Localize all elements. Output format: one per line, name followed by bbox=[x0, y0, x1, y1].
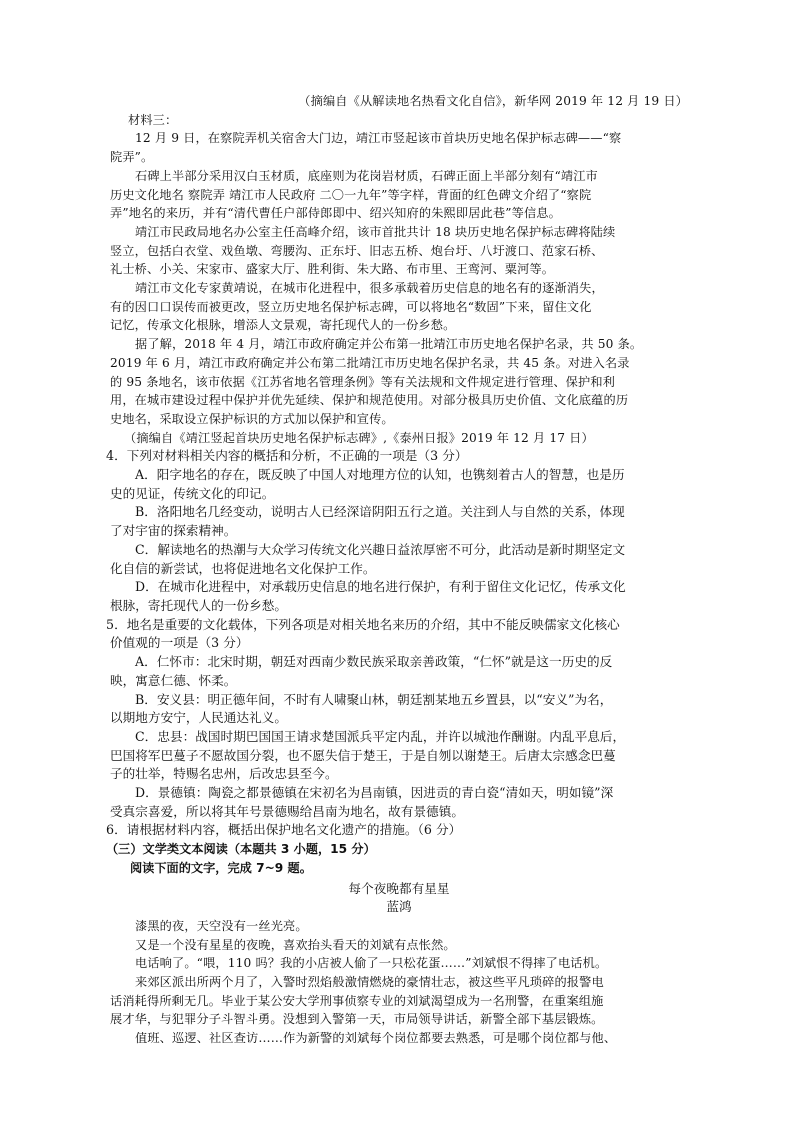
material3-paragraph-1: 12 月 9 日，在察院弄机关宿舍大门边，靖江市竖起该市首块历史地名保护标志碑——“察 院弄”。 bbox=[110, 131, 622, 165]
story-line: 又是一个没有星星的夜晚，喜欢抬头看天的刘斌有点怅然。 bbox=[135, 937, 456, 952]
story-line: 漆黑的夜，天空没有一丝光亮。 bbox=[135, 918, 308, 933]
material3-paragraph-5: 据了解，2018 年 4 月，靖江市政府确定并公布第一批靖江市历史地名保护名录，共 50 条。 2019 年 6 月，靖江市政府确定并公布第二批靖江市历史地名保护名录，共 45 条。对进入名录 的 95 条地名，该市依据《江苏省地名管理条例》等有关法规和文件规定进行管理、保护和利 用，在城市建设过程中保护并优先延续、保护和规范使用。对部分极具历史价值、文化底蕴的历 史地名，采取设立保护标识的方式加以保护和宣传。 bbox=[110, 337, 643, 426]
story-line: 展才华，与犯罪分子斗智斗勇。没想到入警第一天，市局领导讲话，新警全部下基层锻炼。 bbox=[110, 1012, 604, 1027]
exam-page bbox=[106, 92, 688, 1048]
source-citation-1: （摘编自《从解读地名热看文化自信》，新华网 2019 年 12 月 19 日） bbox=[298, 94, 688, 108]
material3-paragraph-2: 石碑上半部分采用汉白玉材质，底座则为花岗岩材质，石碑正面上半部分刻有“靖江市 历史文化地名 察院弄 靖江市人民政府 二〇一九年”等字样，背面的红色碑文介绍了“察院 弄”地名的来历，并有“清代曹任户部侍郎即中、绍兴知府的朱熙即居此巷”等信息。 bbox=[110, 168, 598, 221]
question-4-option-c: C．解读地名的热潮与大众学习传统文化兴趣日益浓厚密不可分，此活动是新时期坚定文 化自信的新尝试，也将促进地名文化保护工作。 bbox=[110, 541, 626, 576]
question-4-stem: 4．下列对材料相关内容的概括和分析，不正确的一项是（3 分） bbox=[106, 448, 468, 464]
question-5-option-a: A．仁怀市：北宋时期，朝廷对西南少数民族采取亲善政策，“仁怀”就是这一历史的反 映，寓意仁德、怀柔。 bbox=[110, 654, 613, 688]
story-line: 话消耗得所剩无几。毕业于某公安大学刑事侦察专业的刘斌渴望成为一名刑警，在重案组施 bbox=[110, 993, 604, 1008]
question-5-option-c: C．忠县：战国时期巴国国王请求楚国派兵平定内乱，并许以城池作酬谢。内乱平息后， 巴国将军巴蔓子不愿故国分裂，也不愿失信于楚王，于是自刎以谢楚王。后唐太宗感念巴蔓 子的壮举，特赐名忠州，后改忠县至今。 bbox=[110, 728, 626, 782]
question-4-option-a: A．阳字地名的存在，既反映了中国人对地理方位的认知，也镌刻着古人的智慧，也是历 史的见证，传统文化的印记。 bbox=[110, 467, 625, 501]
question-4-option-d: D．在城市化进程中，对承载历史信息的地名进行保护，有利于留住文化记忆，传承文化 根脉，寄托现代人的一份乡愁。 bbox=[110, 579, 626, 613]
question-4 bbox=[106, 447, 688, 615]
material3-paragraph-4: 靖江市文化专家黄靖说，在城市化进程中，很多承载着历史信息的地名有的逐渐消失， 有的因口口误传而被更改，竖立历史地名保护标志碑，可以将地名“数固”下来，留住文化 记忆，传承文化根脉，增添人文景观，寄托现代人的一份乡愁。 bbox=[110, 281, 604, 333]
material3-paragraph-3: 靖江市民政局地名办公室主任高峰介绍，该市首批共计 18 块历史地名保护标志碑将陆续 竖立，包括白衣堂、戏鱼墩、弯腰沟、正东圩、旧志五桥、炮台圩、八圩渡口、范家石桥、 礼士桥、小关、宋家市、盛家大厅、胜利街、朱大路、布市里、王鸾河、粟河等。 bbox=[110, 224, 616, 277]
question-4-option-b: B．洛阳地名几经变动，说明古人已经深谙阴阳五行之道。关注到人与自然的关系，体现 了对宇宙的探索精神。 bbox=[110, 504, 625, 539]
question-5: 5．地名是重要的文化载体，下列各项是对相关地名来历的介绍，其中不能反映儒家文化核心 价值观的一项是（3 分） A．仁怀市：北宋时期，朝廷对西南少数民族采取亲善政策，“仁怀”就是这一历史的反 映，寓意仁德、怀柔。 B．安义县：明正德年间，不时有人啸聚山林，朝廷割某地五乡置县，以“安义”为名， 以期地方安宁，人民通达礼义。 C．忠县：战国时期巴国国王请求楚国派兵平定内乱，并许以城池作酬谢。内乱平息后， 巴国将军巴蔓子不愿故国分裂，也不愿失信于楚王，于是自刎以谢楚王。后唐太宗感念巴蔓 子的壮举，特赐名忠州，后改忠县至今。 D．景德镇：陶瓷之都景德镇在宋初名为昌南镇，因进贡的青白瓷“清如天，明如镜”深 受真宗喜爱，所以将其年号景德赐给昌南为地名，故有景德镇。 bbox=[110, 616, 688, 822]
material3-label: 材料三： bbox=[128, 112, 178, 127]
question-5-option-b: B．安义县：明正德年间，不时有人啸聚山林，朝廷割某地五乡置县，以“安义”为名， 以期地方安宁，人民通达礼义。 bbox=[110, 691, 613, 726]
story-line: 来郊区派出所两个月了，入警时烈焰般激情燃烧的豪情壮志，被这些平凡琐碎的报警电 bbox=[135, 975, 604, 990]
story-title: 每个夜晚都有星星 bbox=[348, 880, 450, 896]
question-6-stem: 6．请根据材料内容，概括出保护地名文化遗产的措施。（6 分） bbox=[106, 822, 462, 838]
story-line: 值班、巡逻、社区查访……作为新警的刘斌每个岗位都要去熟悉，可是哪个岗位都与他、 bbox=[135, 1031, 617, 1046]
story-author: 蓝鸿 bbox=[386, 899, 412, 915]
story-body bbox=[110, 917, 688, 1048]
section-3-title: （三）文学类文本阅读（本题共 3 小题，15 分） bbox=[106, 842, 376, 857]
question-5-option-d: D．景德镇：陶瓷之都景德镇在宋初名为昌南镇，因进贡的青白瓷“清如天，明如镜”深 受真宗喜爱，所以将其年号景德赐给昌南为地名，故有景德镇。 bbox=[110, 785, 614, 819]
section-3-instruction: 阅读下面的文字，完成 7~9 题。 bbox=[130, 860, 312, 875]
source-citation-2: （摘编自《靖江竖起首块历史地名保护标志碑》,《泰州日报》2019 年 12 月 17 日） bbox=[124, 430, 594, 445]
question-5-stem: 5．地名是重要的文化载体，下列各项是对相关地名来历的介绍，其中不能反映儒家文化核心 bbox=[106, 616, 620, 632]
story-line: 电话响了。“喂，110 吗？我的小店被人偷了一只松花蛋……”刘斌恨不得摔了电话机。 bbox=[135, 956, 608, 971]
